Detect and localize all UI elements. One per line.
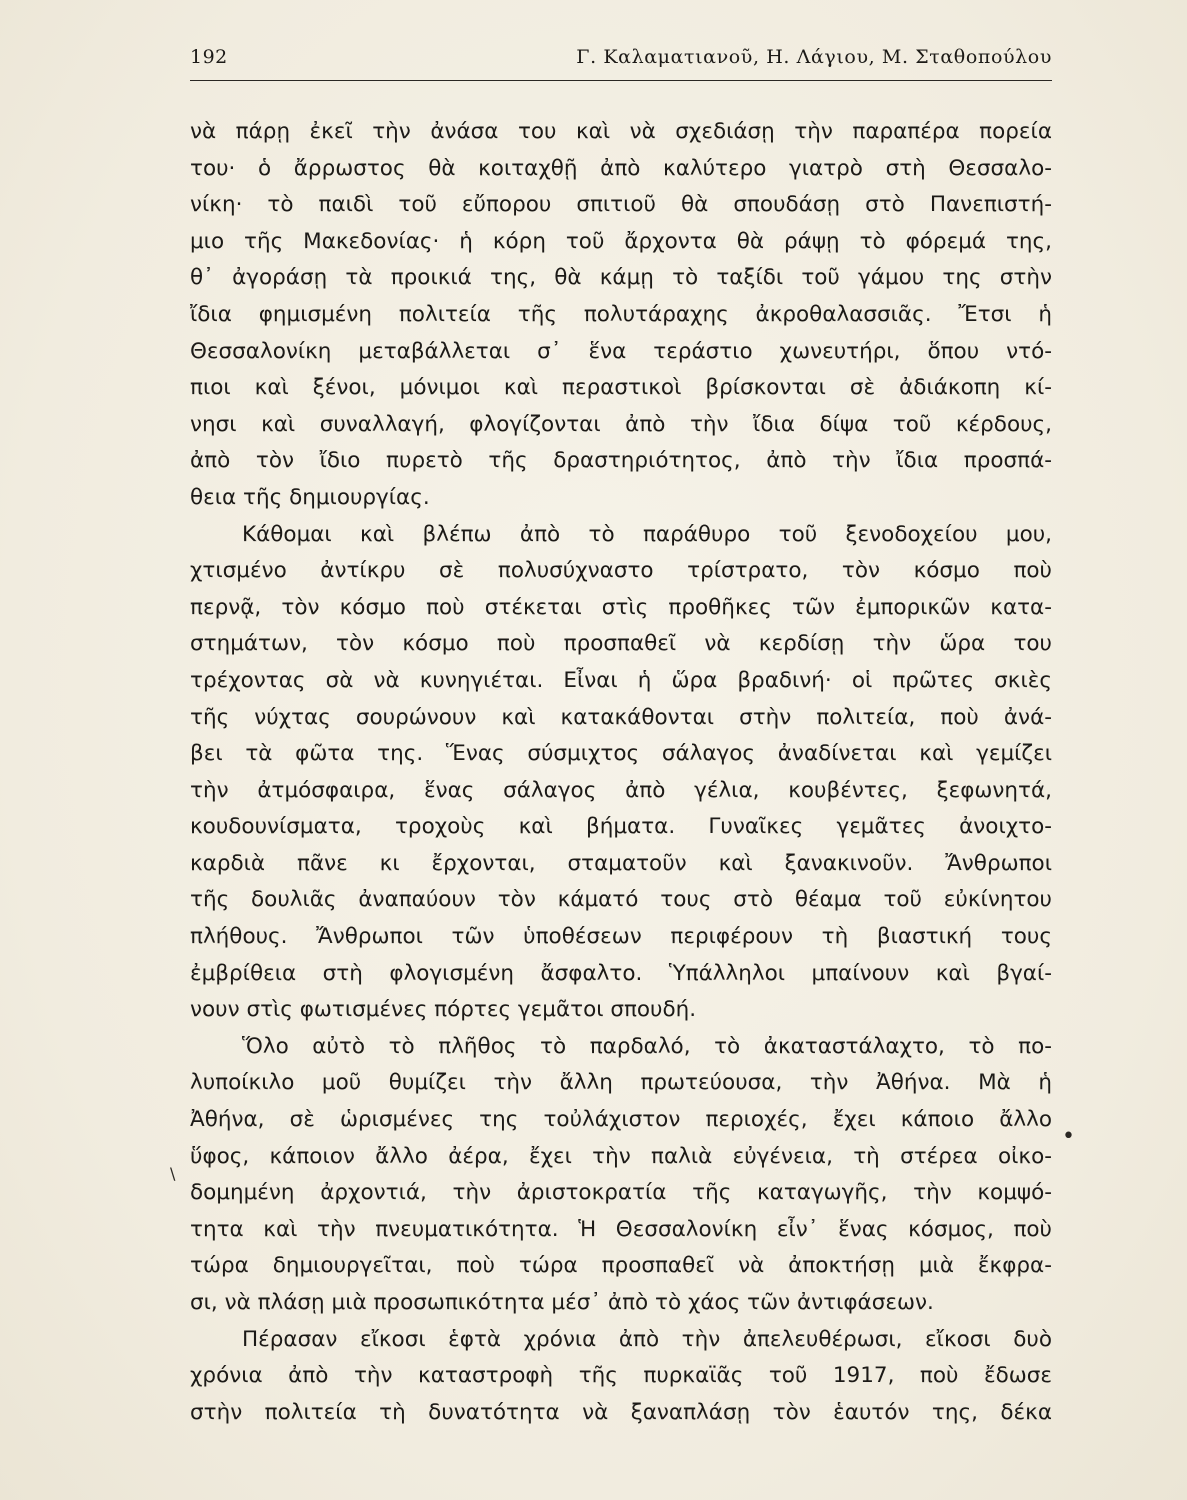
text-line: ἀπὸ τὸν ἴδιο πυρετὸ τῆς δραστηριότητος, ἀπὸ τὴν ἴδια προσπά- — [190, 448, 1052, 474]
text-line: χρόνια ἀπὸ τὴν καταστροφὴ τῆς πυρκαϊᾶς τοῦ 1917, ποὺ ἔδωσε — [190, 1363, 1052, 1389]
header-rule — [190, 80, 1052, 81]
margin-tick: \ — [170, 1164, 176, 1183]
text-line: καρδιὰ πᾶνε κι ἔρχονται, σταματοῦν καὶ ξανακινοῦν. Ἄνθρωποι — [190, 850, 1052, 876]
text-line: τώρα δημιουργεῖται, ποὺ τώρα προσπαθεῖ νὰ ἀποκτήσῃ μιὰ ἔκφρα- — [190, 1253, 1052, 1279]
text-line: βει τὰ φῶτα της. Ἕνας σύσμιχτος σάλαγος ἀναδίνεται καὶ γεμίζει — [190, 741, 1052, 767]
text-line: νουν στὶς φωτισμένες πόρτες γεμᾶτοι σπουδή. — [190, 997, 697, 1023]
text-line: τὴν ἀτμόσφαιρα, ἕνας σάλαγος ἀπὸ γέλια, κουβέντες, ξεφωνητά, — [190, 777, 1052, 803]
body-text — [190, 114, 1052, 1431]
text-line: σι, νὰ πλάσῃ μιὰ προσωπικότητα μέσ᾿ ἀπὸ τὸ χάος τῶν ἀντιφάσεων. — [190, 1290, 934, 1315]
text-line: χτισμένο ἀντίκρυ σὲ πολυσύχναστο τρίστρατο, τὸν κόσμο ποὺ — [190, 558, 1052, 584]
text-line: νίκη· τὸ παιδὶ τοῦ εὔπορου σπιτιοῦ θὰ σπουδάσῃ στὸ Πανεπιστή- — [190, 192, 1052, 218]
text-line: τῆς δουλιᾶς ἀναπαύουν τὸν κάματό τους στὸ θέαμα τοῦ εὐκίνητου — [190, 887, 1052, 913]
text-line: νησι καὶ συναλλαγή, φλογίζονται ἀπὸ τὴν ἴδια δίψα τοῦ κέρδους, — [190, 411, 1052, 437]
text-line: Θεσσαλονίκη μεταβάλλεται σ᾿ ἕνα τεράστιο χωνευτήρι, ὅπου ντό- — [190, 338, 1052, 364]
text-line: νὰ πάρῃ ἐκεῖ τὴν ἀνάσα του καὶ νὰ σχεδιάσῃ τὴν παραπέρα πορεία — [190, 119, 1052, 144]
text-line: ὕφος, κάποιον ἄλλο ἀέρα, ἔχει τὴν παλιὰ εὐγένεια, τὴ στέρεα οἰκο- — [190, 1143, 1052, 1169]
text-line: στημάτων, τὸν κόσμο ποὺ προσπαθεῖ νὰ κερδίσῃ τὴν ὥρα του — [190, 631, 1052, 657]
text-line: ἐμβρίθεια στὴ φλογισμένη ἄσφαλτο. Ὑπάλληλοι μπαίνουν καὶ βγαί- — [190, 960, 1052, 986]
text-line: Κάθομαι καὶ βλέπω ἀπὸ τὸ παράθυρο τοῦ ξενοδοχείου μου, — [242, 521, 1052, 547]
text-line: λυποίκιλο μοῦ θυμίζει τὴν ἄλλη πρωτεύουσα, τὴν Ἀθήνα. Μὰ ἡ — [190, 1070, 1052, 1096]
text-line: Ἀθήνα, σὲ ὡρισμένες της τοὐλάχιστον περιοχές, ἔχει κάποιο ἄλλο — [190, 1107, 1052, 1133]
text-line: στὴν πολιτεία τὴ δυνατότητα νὰ ξαναπλάσῃ τὸν ἑαυτόν της, δέκα — [190, 1399, 1052, 1425]
text-line: του· ὁ ἄρρωστος θὰ κοιταχθῇ ἀπὸ καλύτερο γιατρὸ στὴ Θεσσαλο- — [190, 155, 1052, 181]
text-line: μιο τῆς Μακεδονίας· ἡ κόρη τοῦ ἄρχοντα θὰ ράψῃ τὸ φόρεμά της, — [190, 228, 1052, 254]
text-line: Ὅλο αὐτὸ τὸ πλῆθος τὸ παρδαλό, τὸ ἀκαταστάλαχτο, τὸ πο- — [242, 1033, 1052, 1059]
text-line: ἴδια φημισμένη πολιτεία τῆς πολυτάραχης ἀκροθαλασσιᾶς. Ἔτσι ἡ — [190, 301, 1052, 327]
text-line: θ᾿ ἀγοράσῃ τὰ προικιά της, θὰ κάμῃ τὸ ταξίδι τοῦ γάμου της στὴν — [190, 265, 1052, 291]
text-line: τρέχοντας σὰ νὰ κυνηγιέται. Εἶναι ἡ ὥρα βραδινή· οἱ πρῶτες σκιὲς — [190, 667, 1052, 693]
running-head: Γ. Καλαματιανοῦ, Η. Λάγιου, Μ. Σταθοπούλου — [576, 46, 1052, 68]
page-header — [190, 44, 1052, 78]
text-line: πιοι καὶ ξένοι, μόνιμοι καὶ περαστικοὶ βρίσκονται σὲ ἀδιάκοπη κί- — [190, 375, 1052, 401]
text-line: τῆς νύχτας σουρώνουν καὶ κατακάθονται στὴν πολιτεία, ποὺ ἀνά- — [190, 704, 1052, 730]
page-number: 192 — [190, 46, 228, 68]
text-line: κουδουνίσματα, τροχοὺς καὶ βήματα. Γυναῖκες γεμᾶτες ἀνοιχτο- — [190, 814, 1052, 840]
text-line: τητα καὶ τὴν πνευματικότητα. Ἡ Θεσσαλονίκη εἶν᾿ ἕνας κόσμος, ποὺ — [190, 1216, 1052, 1242]
text-line: περνᾷ, τὸν κόσμο ποὺ στέκεται στὶς προθῆκες τῶν ἐμπορικῶν κατα- — [190, 594, 1052, 620]
margin-bullet: • — [1062, 1124, 1075, 1149]
text-line: θεια τῆς δημιουργίας. — [190, 484, 430, 510]
text-line: πλήθους. Ἄνθρωποι τῶν ὑποθέσεων περιφέρουν τὴ βιαστική τους — [190, 924, 1052, 950]
text-line: Πέρασαν εἴκοσι ἑφτὰ χρόνια ἀπὸ τὴν ἀπελευθέρωσι, εἴκοσι δυὸ — [242, 1326, 1052, 1352]
text-line: δομημένη ἀρχοντιά, τὴν ἀριστοκρατία τῆς καταγωγῆς, τὴν κομψό- — [190, 1180, 1052, 1206]
